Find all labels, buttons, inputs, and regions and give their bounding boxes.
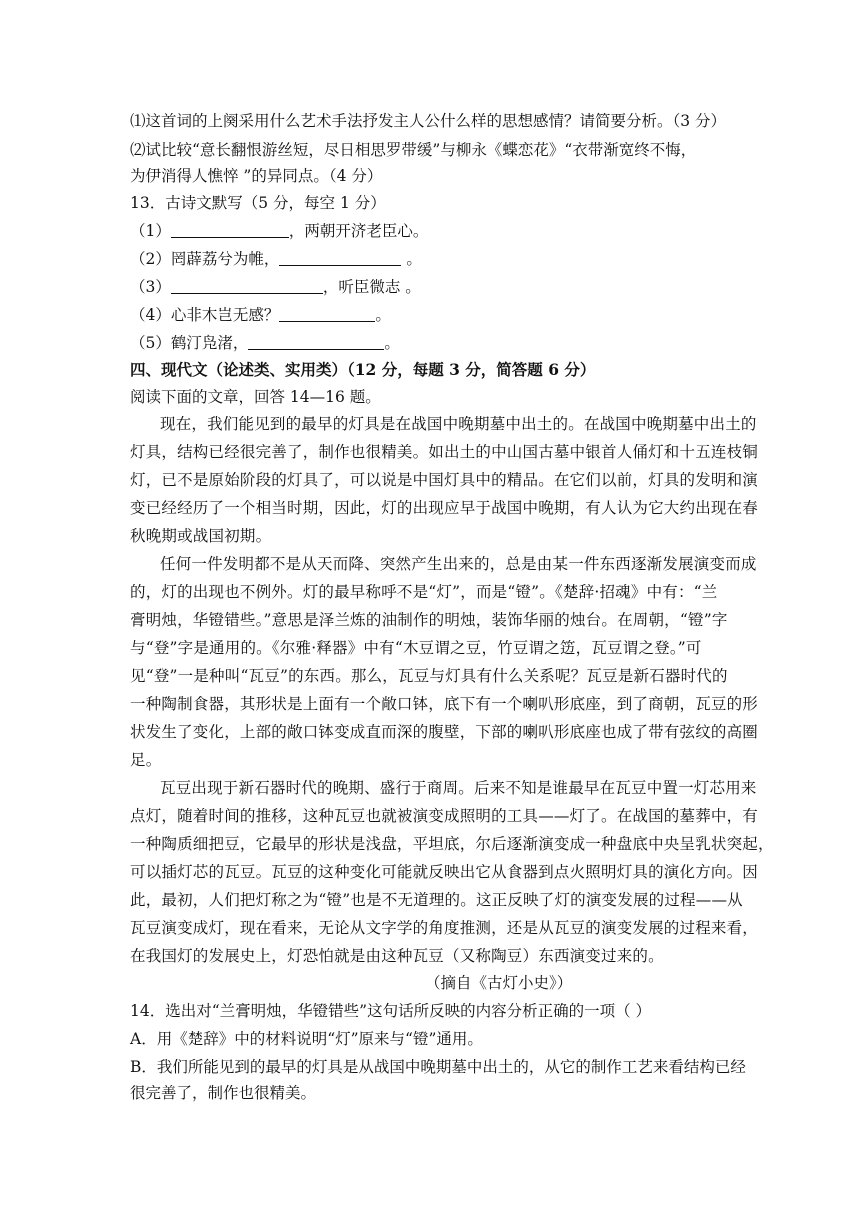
- article-p1-line: 灯，已不是原始阶段的灯具了，可以说是中国灯具中的精品。在它们以前，灯具的发明和演: [130, 471, 759, 489]
- article-p1-line: 现在，我们能见到的最早的灯具是在战国中晚期墓中出土的。在战国中晚期墓中出土的: [160, 415, 757, 433]
- article-p1-line: 秋晚期或战国初期。: [130, 527, 272, 545]
- section-instruction: 阅读下面的文章，回答 14—16 题。: [130, 388, 381, 406]
- q13-item-text: 。: [375, 306, 391, 324]
- q13-item-prefix: （2）: [130, 250, 171, 268]
- q13-item-1: [130, 220, 428, 242]
- article-p2-line: 足。: [130, 751, 162, 769]
- article-p2-line: 一种陶制食器，其形状是上面有一个敞口钵，底下有一个喇叭形底座，到了商朝，瓦豆的形: [130, 695, 759, 713]
- q13-item-prefix: （5）: [130, 334, 171, 352]
- article-p2-line: 与“登”字是通用的。《尔雅·释器》中有“木豆谓之豆，竹豆谓之笾，瓦豆谓之登。”可: [130, 639, 702, 657]
- article-source: （摘自《古灯小史》）: [425, 974, 573, 992]
- answer-blank[interactable]: [279, 306, 375, 322]
- section-heading: 四、现代文（论述类、实用类）（12 分，每题 3 分，简答题 6 分）: [130, 360, 596, 379]
- article-p1-line: 变已经经历了一个相当时期，因此，灯的出现应早于战国中晚期，有人认为它大约出现在春: [130, 499, 759, 517]
- answer-blank[interactable]: [171, 222, 289, 238]
- q13-item-5: [130, 332, 400, 354]
- article-p3-line: 一种陶质细把豆，它最早的形状是浅盘，平坦底，尔后逐渐演变成一种盘底中央呈乳状突起，: [130, 835, 774, 853]
- q14-option-b-line2: 很完善了，制作也很精美。: [130, 1084, 317, 1102]
- answer-blank[interactable]: [171, 278, 323, 294]
- article-p3-line: 瓦豆演变成灯，现在看来，无论从文字学的角度推测，还是从瓦豆的演变发展的过程来看，: [130, 919, 759, 937]
- q13-title: 13．古诗文默写（5 分，每空 1 分）: [130, 194, 386, 212]
- article-p1-line: 灯具，结构已经很完善了，制作也很精美。如出土的中山国古墓中银首人俑灯和十五连枝铜: [130, 443, 759, 461]
- article-p3-line: 在我国灯的发展史上，灯恐怕就是由这种瓦豆（又称陶豆）东西演变过来的。: [130, 947, 664, 965]
- q14-option-a: A．用《楚辞》中的材料说明“灯”原来与“镫”通用。: [130, 1030, 483, 1048]
- article-p3-line: 点灯，随着时间的推移，这种瓦豆也就被演变成照明的工具——灯了。在战国的墓葬中，有: [130, 807, 759, 825]
- q13-item-text: 心非木岂无感？: [170, 306, 280, 324]
- q13-item-prefix: （4）: [130, 306, 171, 324]
- q14-stem: 14．选出对“兰膏明烛，华镫错些”这句话所反映的内容分析正确的一项（ ）: [130, 1002, 652, 1020]
- article-p3-line: 此，最初，人们把灯称之为“镫”也是不无道理的。这正反映了灯的演变发展的过程——从: [130, 891, 743, 909]
- q13-item-text: 鹤汀凫渚，: [170, 334, 249, 352]
- q12-sub2-line2: 为伊消得人憔悴 ”的异同点。（4 分）: [130, 167, 383, 185]
- q13-item-prefix: （3）: [130, 278, 171, 296]
- q13-item-text: 。: [384, 334, 400, 352]
- q13-item-text: 。: [401, 250, 422, 268]
- article-p2-line: 的，灯的出现也不例外。灯的最早称呼不是“灯”，而是“镫”。《楚辞·招魂》中有：“兰: [130, 583, 718, 601]
- q13-item-prefix: （1）: [130, 222, 171, 240]
- answer-blank[interactable]: [279, 250, 401, 266]
- q12-sub1: ⑴这首词的上阕采用什么艺术手法抒发主人公什么样的思想感情？请简要分析。（3 分）: [130, 112, 727, 130]
- q12-sub2-line1: ⑵试比较“意长翻恨游丝短，尽日相思罗带缓”与柳永《蝶恋花》“衣带渐宽终不悔，: [130, 141, 697, 159]
- article-p3-line: 瓦豆出现于新石器时代的晚期、盛行于商周。后来不知是谁最早在瓦豆中置一灯芯用来: [160, 779, 757, 797]
- article-p2-line: 状发生了变化，上部的敞口钵变成直而深的腹壁，下部的喇叭形底座也成了带有弦纹的高圈: [130, 723, 759, 741]
- q13-item-2: [130, 248, 422, 270]
- answer-blank[interactable]: [248, 334, 384, 350]
- article-p2-line: 膏明烛，华镫错些。”意思是泽兰炼的油制作的明烛，装饰华丽的烛台。在周朝，“镫”字: [130, 611, 728, 629]
- article-p2-line: 任何一件发明都不是从天而降、突然产生出来的，总是由某一件东西逐渐发展演变而成: [160, 555, 757, 573]
- q13-item-text: ，听臣微志 。: [322, 278, 421, 296]
- q13-item-4: [130, 304, 391, 326]
- q14-option-b-line1: B．我们所能见到的最早的灯具是从战国中晚期墓中出土的，从它的制作工艺来看结构已经: [130, 1058, 746, 1076]
- q13-item-text: ，两朝开济老臣心。: [288, 222, 429, 240]
- q13-item-3: [130, 276, 421, 298]
- q13-item-text: 罔薜荔兮为帷，: [170, 250, 280, 268]
- article-p2-line: 见“登”一是种叫“瓦豆”的东西。那么，瓦豆与灯具有什么关系呢？瓦豆是新石器时代的: [130, 667, 728, 685]
- article-p3-line: 可以插灯芯的瓦豆。瓦豆的这种变化可能就反映出它从食器到点火照明灯具的演化方向。因: [130, 863, 759, 881]
